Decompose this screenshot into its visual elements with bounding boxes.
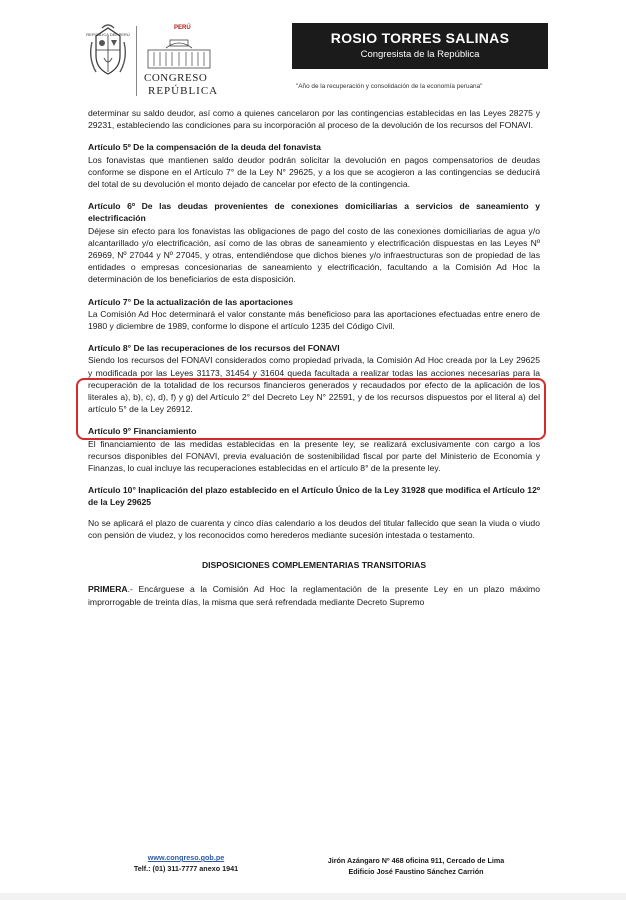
footer-address-line-2: Edificio José Faustino Sánchez Carrión	[348, 867, 484, 876]
republica-label: REPÚBLICA	[148, 85, 219, 97]
footer-contact	[96, 852, 276, 874]
article-7-title: Artículo 7° De la actualización de las aportaciones	[88, 296, 293, 307]
article-8-text: Siendo los recursos del FONAVI considerados como propiedad privada, la Comisión Ad Hoc creada por la Ley 29625 y modificada por las Leyes 31173, 31454 y 31604 queda facultada a realizar todas las acciones necesarias para la recuperación de la totalidad de los recursos financieros generados y recaudados por efecto de la aplicación de los literales a), b), c), d), f) y g) del Artículo 2° del Decreto Ley N° 22591, y de los recursos dispuestos por el literal a) del artículo 5° de la Ley 26912.	[88, 355, 540, 415]
article-9-title: Artículo 9° Financiamiento	[88, 426, 197, 437]
year-slogan: "Año de la recuperación y consolidación de la economía peruana"	[296, 83, 483, 90]
article-6-text: Déjese sin efecto para los fonavistas las obligaciones de pago del costo de las conexiones domiciliarias de agua y/o alcantarillado y/o electrificación, así como de las obras de saneamiento y electrificación dispuestas en las Leyes Nº 26969, Nº 27044 y Nº 27045, y otras, entendiéndose que dichos bienes y/o infraestructuras son de propiedad de las entidades o empresas concesionarias de saneamiento y electrificación, facultando a la Comisión Ad Hoc la determinación de los beneficiarios de esta disposición.	[88, 225, 540, 285]
intro-paragraph: determinar su saldo deudor, así como a quienes cancelaron por las contingencias establecidas en las Leyes 28275 y 29231, estableciendo las condiciones para su incorporación al proceso de la devolución de los recursos del FONAVI.	[88, 108, 540, 131]
page-bottom-edge	[0, 893, 626, 900]
article-7-text: La Comisión Ad Hoc determinará el valor constante más beneficioso para las aportaciones efectuadas entre enero de 1980 y diciembre de 1989, conforme lo dispone el artículo 1235 del Código Civil.	[88, 308, 540, 332]
article-8-title: Artículo 8° De las recuperaciones de los recursos del FONAVI	[88, 343, 340, 354]
footer-phone: Telf.: (01) 311-7777 anexo 1941	[133, 864, 239, 873]
footer-address	[300, 855, 532, 877]
logo-divider	[136, 26, 137, 96]
article-10-title: Artículo 10° Inaplicación del plazo establecido en el Artículo Único de la Ley 31928 que modifica el Artículo 12º de la Ley 29625	[88, 485, 540, 508]
dispositions-heading: DISPOSICIONES COMPLEMENTARIAS TRANSITORIAS	[201, 560, 427, 571]
article-10-text: No se aplicará el plazo de cuarenta y cinco días calendario a los deudos del titular fallecido que sean la viuda o viudo con pensión de viudez, y los reconocidos como herederos mediante sucesión intestada o testamento.	[88, 517, 540, 540]
primera-label: PRIMERA	[88, 584, 128, 595]
congress-building-icon	[144, 38, 214, 70]
article-5-text: Los fonavistas que mantienen saldo deudor podrán solicitar la devolución en pagos compensatorios de deudas conforme se dispone en el Artículo 7° de la Ley N° 29625, y a los que se acogieron a las contingencias se deducirá del total de su devolución el monto dejado de cancelar por efecto de la contingencia.	[88, 154, 540, 190]
article-5-title: Artículo 5º De la compensación de la deuda del fonavista	[88, 142, 321, 153]
seal-caption: REPÚBLICA DEL PERÚ	[86, 32, 130, 37]
congresswoman-name-box	[292, 23, 548, 69]
congresswoman-role: Congresista de la República	[360, 49, 480, 60]
footer-address-line-1: Jirón Azángaro Nº 468 oficina 911, Cercado de Lima	[327, 856, 505, 865]
article-6-title: Artículo 6º De las deudas provenientes de conexiones domiciliarias a servicios de saneamiento y electrificación	[88, 201, 540, 224]
peru-label: PERÚ	[174, 25, 191, 31]
congress-logo	[86, 22, 218, 100]
congresswoman-name: ROSIO TORRES SALINAS	[330, 30, 510, 46]
primera-text: .- Encárguese a la Comisión Ad Hoc la reglamentación de la presente Ley en un plazo máximo improrrogable de treinta días, la misma que será refrendada mediante Decreto Supremo	[88, 584, 540, 607]
document-body	[88, 107, 540, 608]
footer-website-link[interactable]: www.congreso.gob.pe	[147, 853, 225, 862]
primera-paragraph	[88, 583, 540, 607]
article-9-text: El financiamiento de las medidas establecidas en la presente ley, se realizará exclusivamente con cargo a los recursos disponibles del FONAVI, previa evaluación de sostenibilidad fiscal por parte del Ministerio de Economía y Finanzas, lo cual incluye las recuperaciones establecidas en el artículo 8° de la presente ley.	[88, 438, 540, 474]
congreso-label: CONGRESO	[144, 72, 208, 84]
